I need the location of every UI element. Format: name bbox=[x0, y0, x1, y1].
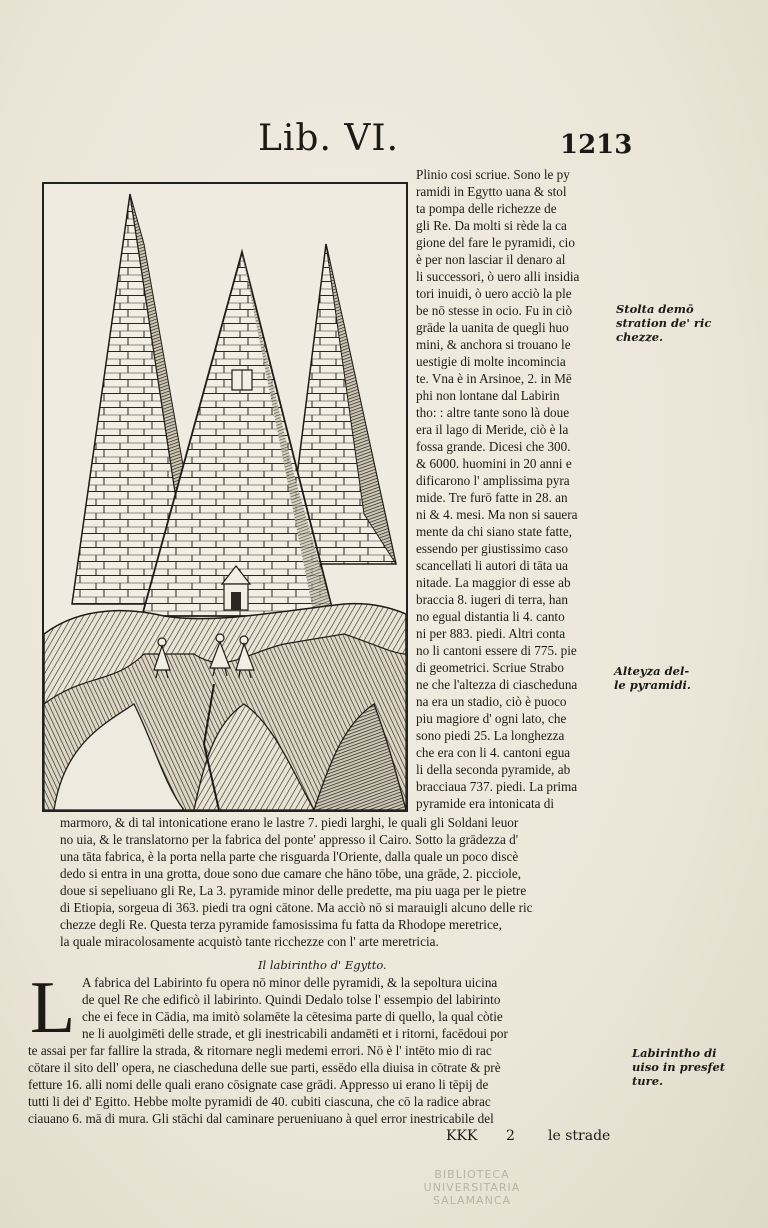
text-line: una tāta fabrica, è la porta nella parte che risguarda l'Oriente, dalla quale un poco discè bbox=[60, 849, 519, 864]
text-line: tori inuidi, ò uero acciò la ple bbox=[416, 286, 572, 301]
text-line: be nō stesse in ocio. Fu in ciò bbox=[416, 303, 573, 318]
text-line: marmoro, & di tal intonicatione erano le lastre 7. piedi larghi, le quali gli Soldani leuor bbox=[60, 815, 519, 830]
text-line: chezze degli Re. Questa terza pyramide famosissima fu fatta da Rhodope meretrice, bbox=[60, 917, 502, 932]
text-line: scancellati li autori di tāta ua bbox=[416, 558, 568, 573]
text-line: dificarono l' amplissima pyra bbox=[416, 473, 570, 488]
text-line: tutti li dei d' Egitto. Hebbe molte pyramidi de 40. cubiti ciascuna, che cō la radice abrac bbox=[28, 1094, 491, 1109]
margin-note-vanity: Stolta demō stration de' ric chezze. bbox=[616, 302, 712, 344]
text-line: pyramide era intonicata di bbox=[416, 796, 555, 811]
text-line: che era con li 4. cantoni egua bbox=[416, 745, 571, 760]
text-line: tho: : altre tante sono là doue bbox=[416, 405, 570, 420]
text-line: fossa grande. Dicesi che 300. bbox=[416, 439, 571, 454]
text-line: la quale miracolosamente acquistò tante ricchezze con l' arte meretricia. bbox=[60, 934, 439, 949]
text-line: doue si sepeliuano gli Re, La 3. pyramide minor delle predette, ma piu uaga per le pietre bbox=[60, 883, 527, 898]
text-line: de quel Re che edificò il labirinto. Quindi Dedalo tolse l' essempio del labirinto bbox=[82, 992, 501, 1007]
text-line: & 6000. huomini in 20 anni e bbox=[416, 456, 572, 471]
text-line: gli Re. Da molti si rède la ca bbox=[416, 218, 567, 233]
text-line: li successori, ò uero alli insidia bbox=[416, 269, 580, 284]
text-line: Plinio cosi scriue. Sono le py bbox=[416, 167, 570, 182]
text-line: te assai per far fallire la strada, & ritornare negli medemi errori. Nō è l' intēto mio di rac bbox=[28, 1043, 492, 1058]
hill-ground bbox=[44, 604, 406, 810]
signature-mark: KKK bbox=[446, 1128, 478, 1144]
text-line: A fabrica del Labirinto fu opera nō minor delle pyramidi, & la sepoltura uicina bbox=[82, 975, 498, 990]
text-line: ne che l'altezza di ciascheduna bbox=[416, 677, 578, 692]
text-line: gione del fare le pyramidi, cio bbox=[416, 235, 575, 250]
text-line: no uia, & le translatorno per la fabrica del ponte' appresso il Cairo. Sotto la grādezza d' bbox=[60, 832, 519, 847]
signature-number: 2 bbox=[506, 1128, 515, 1144]
text-line: era il lago di Meride, ciò è la bbox=[416, 422, 569, 437]
text-line: ni per 883. piedi. Altri conta bbox=[416, 626, 566, 641]
text-line: nitade. La maggior di esse ab bbox=[416, 575, 571, 590]
text-line: ramidi in Egytto uana & stol bbox=[416, 184, 567, 199]
text-line: piu magiore d' ogni lato, che bbox=[416, 711, 567, 726]
text-line: di Etiopia, sorgeua di 363. piedi tra ogni cātone. Ma acciò nō si marauigli alcuno delle ric bbox=[60, 900, 533, 915]
margin-note-labyrinth: Labirintho di uiso in presfet ture. bbox=[632, 1046, 726, 1088]
text-line: te. Vna è in Arsinoe, 2. in Mē bbox=[416, 371, 572, 386]
text-line: ni & 4. mesi. Ma non si sauera bbox=[416, 507, 578, 522]
pyramids-woodcut-illustration bbox=[42, 182, 408, 812]
text-line: mente da chi siano state fatte, bbox=[416, 524, 572, 539]
text-line: mide. Tre furō fatte in 28. an bbox=[416, 490, 568, 505]
text-line: grāde la uanita de quegli huo bbox=[416, 320, 569, 335]
text-line: na era un stadio, ciò è puoco bbox=[416, 694, 567, 709]
text-line: sono piedi 25. La longhezza bbox=[416, 728, 565, 743]
text-line: fetture 16. alli nomi delle quali erano cōsignate case grādi. Appresso ui erano li tēpij de bbox=[28, 1077, 489, 1092]
text-line: ne li auolgimēti delle strade, et gli inestricabili andamēti et i ritorni, facēdoui por bbox=[82, 1026, 508, 1041]
text-line: è per non lasciar il denaro al bbox=[416, 252, 566, 267]
text-line: essendo per giustissimo caso bbox=[416, 541, 569, 556]
text-line: no egual distantia li 4. canto bbox=[416, 609, 565, 624]
catchword: le strade bbox=[548, 1128, 611, 1144]
text-line: li della seconda pyramide, ab bbox=[416, 762, 571, 777]
text-line: braccia 8. iugeri di terra, han bbox=[416, 592, 568, 607]
text-line: phi non lontane dal Labirin bbox=[416, 388, 560, 403]
margin-note-pyramid-height: Alteyza del- le pyramidi. bbox=[614, 664, 691, 692]
running-head-book: Lib. VI. bbox=[258, 118, 400, 159]
text-line: ta pompa delle richezze de bbox=[416, 201, 557, 216]
text-line: dedo si entra in una grotta, doue sono due camare che hāno tōbe, una grāde, 2. picciole, bbox=[60, 866, 522, 881]
drop-cap: L bbox=[30, 967, 76, 1049]
text-line: mini, & anchora si trouano le bbox=[416, 337, 571, 352]
section-heading: Il labirintho d' Egytto. bbox=[258, 958, 387, 972]
page-number: 1213 bbox=[560, 130, 633, 160]
text-line: di geometrici. Scriue Strabo bbox=[416, 660, 564, 675]
text-line: che ei fece in Cādia, ma imitò solamēte la cētesima parte di quello, la qual còtie bbox=[82, 1009, 503, 1024]
text-line: no li cantoni essere di 775. pie bbox=[416, 643, 577, 658]
library-stamp: BIBLIOTECA UNIVERSITARIA SALAMANCA bbox=[423, 1168, 521, 1207]
text-line: bracciaua 737. piedi. La prima bbox=[416, 779, 578, 794]
text-line: ciauano 6. mā di mura. Gli stāchi dal caminare perueniuano à quel error inestricabile del bbox=[28, 1111, 494, 1126]
text-line: uestigie di molte incomincia bbox=[416, 354, 566, 369]
text-line: cōtare il sito dell' opera, ne ciascheduna delle sue parti, essēdo ella diuisa in cōtrate & prè bbox=[28, 1060, 501, 1075]
